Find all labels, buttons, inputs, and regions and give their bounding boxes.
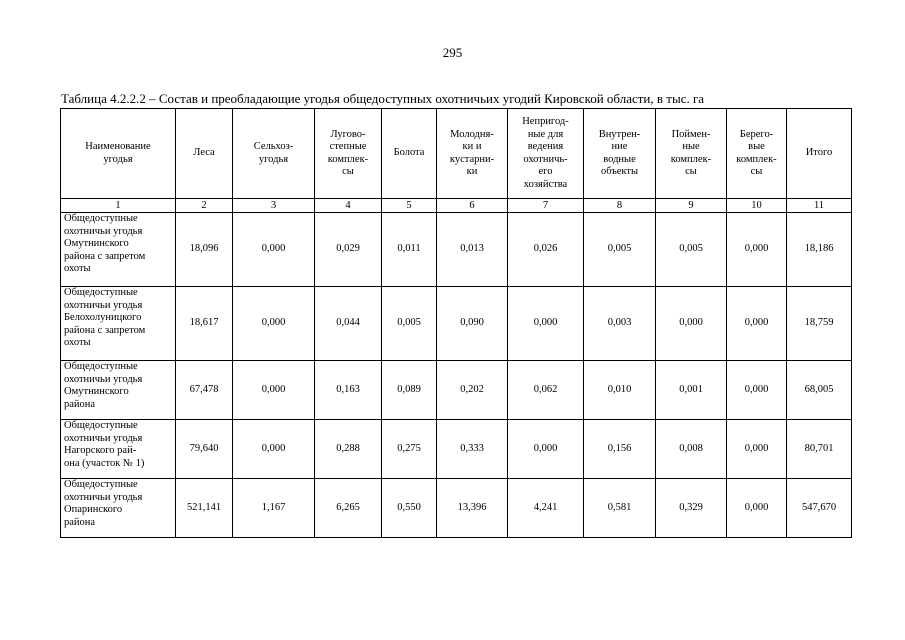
data-table <box>60 108 852 538</box>
cell-floodplain: 0,001 <box>656 361 727 420</box>
column-header-young-growth <box>437 109 508 199</box>
cell-total: 18,186 <box>787 213 852 287</box>
row-name: Общедоступные охотничьи угодья Опаринского района <box>64 479 143 528</box>
column-header-label: Итого <box>805 147 833 159</box>
cell-unsuitable: 0,000 <box>508 420 584 479</box>
row-name-cell <box>61 361 176 420</box>
row-name: Общедоступные охотничьи угодья Белохолуницкого района с запретом охоты <box>64 287 146 348</box>
cell-forests: 79,640 <box>176 420 233 479</box>
column-number: 9 <box>656 199 727 213</box>
cell-unsuitable: 0,000 <box>508 287 584 361</box>
column-header-label: Сельхоз- угодья <box>253 141 294 165</box>
table-row <box>61 479 852 538</box>
table-row <box>61 420 852 479</box>
column-header-inland-water <box>584 109 656 199</box>
cell-farmland: 0,000 <box>233 287 315 361</box>
column-number-row <box>61 199 852 213</box>
column-header-label: Молодня- ки и кустарни- ки <box>449 128 495 177</box>
column-header-farmland <box>233 109 315 199</box>
cell-inland-water: 0,003 <box>584 287 656 361</box>
column-header-label: Внутрен- ние водные объекты <box>598 128 641 177</box>
cell-young-growth: 0,333 <box>437 420 508 479</box>
cell-inland-water: 0,581 <box>584 479 656 538</box>
table-row <box>61 287 852 361</box>
cell-forests: 521,141 <box>176 479 233 538</box>
cell-swamps: 0,275 <box>382 420 437 479</box>
row-name: Общедоступные охотничьи угодья Нагорского рай- она (участок № 1) <box>64 420 145 469</box>
column-number: 8 <box>584 199 656 213</box>
cell-farmland: 1,167 <box>233 479 315 538</box>
cell-total: 18,759 <box>787 287 852 361</box>
row-name: Общедоступные охотничьи угодья Омутнинского района с запретом охоты <box>64 213 146 274</box>
row-name-cell <box>61 420 176 479</box>
cell-coastal: 0,000 <box>727 479 787 538</box>
column-number: 2 <box>176 199 233 213</box>
cell-farmland: 0,000 <box>233 361 315 420</box>
column-header-coastal <box>727 109 787 199</box>
column-number: 4 <box>315 199 382 213</box>
cell-floodplain: 0,329 <box>656 479 727 538</box>
column-number: 3 <box>233 199 315 213</box>
row-name-cell <box>61 479 176 538</box>
cell-meadow-steppe: 0,029 <box>315 213 382 287</box>
cell-meadow-steppe: 0,288 <box>315 420 382 479</box>
cell-meadow-steppe: 0,044 <box>315 287 382 361</box>
column-header-label: Непригод- ные для ведения охотничь- его хозяйства <box>522 116 569 190</box>
column-header-label: Наименование угодья <box>85 141 151 165</box>
cell-swamps: 0,005 <box>382 287 437 361</box>
cell-inland-water: 0,156 <box>584 420 656 479</box>
column-header-label: Лугово- степные комплек- сы <box>327 128 369 177</box>
table-caption: Таблица 4.2.2.2 – Состав и преобладающие угодья общедоступных охотничьих угодий Кировской области, в тыс. га <box>61 91 705 106</box>
column-number: 5 <box>382 199 437 213</box>
row-name-cell <box>61 287 176 361</box>
cell-farmland: 0,000 <box>233 213 315 287</box>
cell-meadow-steppe: 6,265 <box>315 479 382 538</box>
cell-farmland: 0,000 <box>233 420 315 479</box>
column-header-total <box>787 109 852 199</box>
column-header-name <box>61 109 176 199</box>
cell-unsuitable: 0,062 <box>508 361 584 420</box>
column-number: 1 <box>61 199 176 213</box>
column-header-meadow-steppe <box>315 109 382 199</box>
row-name: Общедоступные охотничьи угодья Омутнинского района <box>64 361 143 410</box>
cell-swamps: 0,011 <box>382 213 437 287</box>
column-number: 6 <box>437 199 508 213</box>
cell-forests: 18,096 <box>176 213 233 287</box>
column-header-label: Леса <box>193 147 215 159</box>
cell-forests: 67,478 <box>176 361 233 420</box>
cell-coastal: 0,000 <box>727 361 787 420</box>
cell-floodplain: 0,000 <box>656 287 727 361</box>
cell-young-growth: 0,202 <box>437 361 508 420</box>
row-name-cell <box>61 213 176 287</box>
cell-young-growth: 0,090 <box>437 287 508 361</box>
cell-total: 80,701 <box>787 420 852 479</box>
cell-unsuitable: 0,026 <box>508 213 584 287</box>
cell-swamps: 0,089 <box>382 361 437 420</box>
cell-swamps: 0,550 <box>382 479 437 538</box>
cell-meadow-steppe: 0,163 <box>315 361 382 420</box>
cell-coastal: 0,000 <box>727 287 787 361</box>
column-header-swamps <box>382 109 437 199</box>
cell-total: 68,005 <box>787 361 852 420</box>
cell-inland-water: 0,005 <box>584 213 656 287</box>
table-row <box>61 213 852 287</box>
column-number: 7 <box>508 199 584 213</box>
table-header-row <box>61 109 852 199</box>
column-header-label: Берего- вые комплек- сы <box>736 128 777 177</box>
cell-young-growth: 0,013 <box>437 213 508 287</box>
column-header-label: Поймен- ные комплек- сы <box>670 128 712 177</box>
cell-coastal: 0,000 <box>727 213 787 287</box>
cell-total: 547,670 <box>787 479 852 538</box>
cell-coastal: 0,000 <box>727 420 787 479</box>
column-number: 10 <box>727 199 787 213</box>
column-number: 11 <box>787 199 852 213</box>
cell-floodplain: 0,005 <box>656 213 727 287</box>
cell-floodplain: 0,008 <box>656 420 727 479</box>
column-header-floodplain <box>656 109 727 199</box>
cell-forests: 18,617 <box>176 287 233 361</box>
cell-young-growth: 13,396 <box>437 479 508 538</box>
column-header-label: Болота <box>393 147 425 159</box>
cell-inland-water: 0,010 <box>584 361 656 420</box>
column-header-forests <box>176 109 233 199</box>
column-header-unsuitable <box>508 109 584 199</box>
cell-unsuitable: 4,241 <box>508 479 584 538</box>
page-number: 295 <box>442 45 463 60</box>
table-row <box>61 361 852 420</box>
